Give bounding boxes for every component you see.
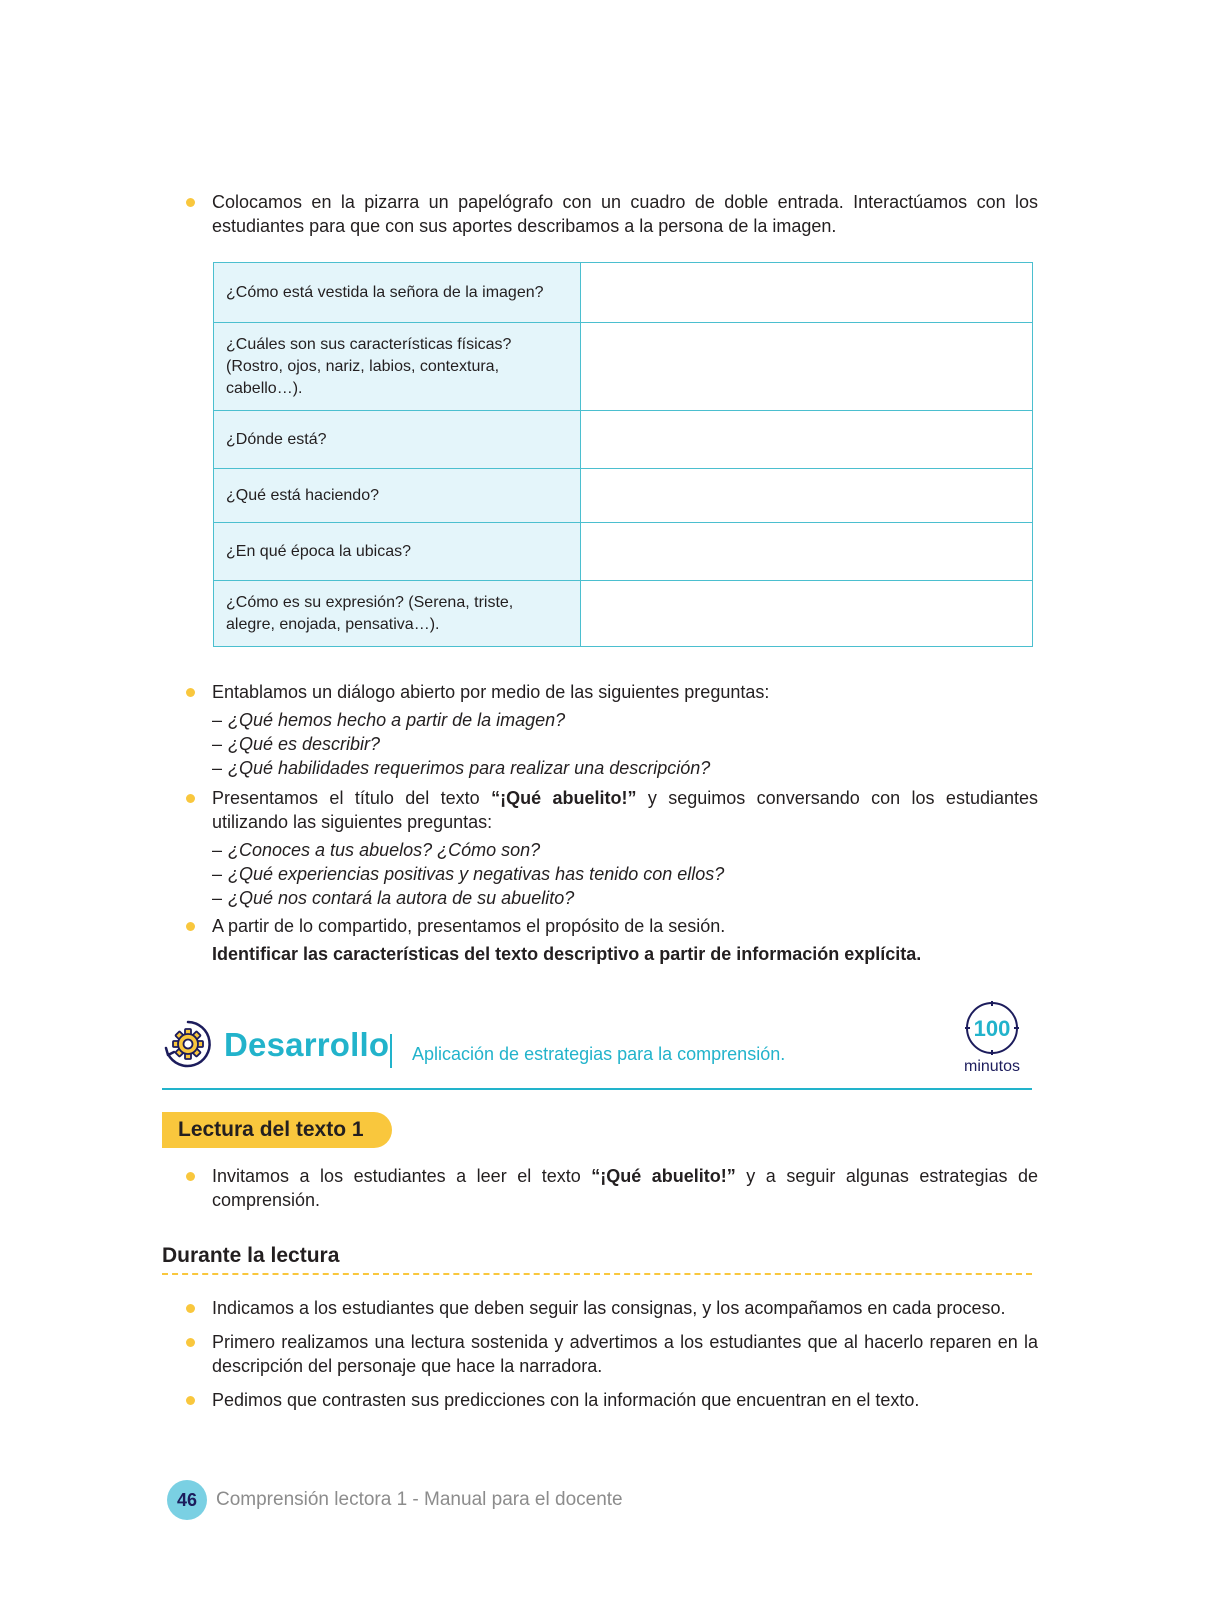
table-question: ¿Cuáles son sus características físicas? (Rostro, ojos, nariz, labios, contextura, cabello…). (214, 323, 581, 411)
table-answer[interactable] (581, 323, 1033, 411)
durante-rule (162, 1273, 1032, 1275)
intro-bullet: Colocamos en la pizarra un papelógrafo con un cuadro de doble entrada. Interactúamos con los estudiantes para que con sus aportes describamos a la persona de la imagen. (0, 190, 1208, 238)
lectura-bullet-before: Invitamos a los estudiantes a leer el texto (212, 1166, 592, 1186)
lectura-label (162, 1112, 392, 1148)
title-question: – ¿Conoces a tus abuelos? ¿Cómo son? (0, 838, 1208, 862)
dialog-question: – ¿Qué hemos hecho a partir de la imagen? (0, 708, 1208, 732)
table-question: ¿Dónde está? (214, 411, 581, 469)
table-question: ¿Qué está haciendo? (214, 469, 581, 523)
dialog-bullet-text: Entablamos un diálogo abierto por medio de las siguientes preguntas: (212, 682, 770, 702)
text-title: “¡Qué abuelito!” (491, 788, 637, 808)
lectura-bullet-after: y a seguir algunas estrategias de comprensión. (212, 1166, 1039, 1210)
gear-icon (162, 1018, 214, 1070)
footer-text: Comprensión lectora 1 - Manual para el docente (216, 1489, 623, 1510)
dialog-question: – ¿Qué es describir? (0, 732, 1208, 756)
lectura-list (0, 1164, 1208, 1212)
title-bullet-before: Presentamos el título del texto (212, 788, 492, 808)
title-bullet (0, 786, 1208, 910)
table-answer[interactable] (581, 523, 1033, 581)
title-bullet-after: y seguimos conversando con los estudiantes utilizando las siguientes preguntas: (212, 788, 1038, 832)
page-number: 46 (167, 1480, 207, 1520)
title-question: – ¿Qué experiencias positivas y negativas has tenido con ellos? (0, 862, 1208, 886)
section-subtitle: Aplicación de estrategias para la comprensión. (412, 1044, 786, 1064)
lectura-label-text: Lectura del texto 1 (178, 1118, 364, 1141)
table-answer[interactable] (581, 469, 1033, 523)
dialog-bullet (0, 680, 1208, 780)
table-question: ¿Cómo está vestida la señora de la imagen? (214, 263, 581, 323)
durante-title: Durante la lectura (162, 1244, 340, 1267)
durante-item: Pedimos que contrasten sus predicciones con la información que encuentran en el texto. (0, 1388, 1208, 1412)
table-answer[interactable] (581, 411, 1033, 469)
description-table (213, 262, 1033, 647)
durante-list (0, 1296, 1208, 1412)
dialog-question: – ¿Qué habilidades requerimos para realizar una descripción? (0, 756, 1208, 780)
intro-list (0, 190, 1208, 238)
purpose-bullet (0, 914, 1208, 966)
title-divider (390, 1034, 392, 1068)
table-row (214, 323, 1033, 411)
timer-value: 100 (973, 1016, 1011, 1041)
durante-item: Indicamos a los estudiantes que deben seguir las consignas, y los acompañamos en cada proceso. (0, 1296, 1208, 1320)
table-question: ¿Cómo es su expresión? (Serena, triste, alegre, enojada, pensativa…). (214, 581, 581, 647)
desarrollo-header (162, 1000, 1032, 1100)
session-purpose: Identificar las características del texto descriptivo a partir de información explícita. (212, 944, 922, 964)
table-row (214, 581, 1033, 647)
durante-item: Primero realizamos una lectura sostenida y advertimos a los estudiantes que al hacerlo reparen en la descripción del personaje que hace la narradora. (0, 1330, 1208, 1378)
table-answer[interactable] (581, 581, 1033, 647)
timer-unit: minutos (963, 1058, 1021, 1075)
lectura-title: “¡Qué abuelito!” (591, 1166, 736, 1186)
table-row (214, 263, 1033, 323)
table-answer[interactable] (581, 263, 1033, 323)
title-question: – ¿Qué nos contará la autora de su abuelito? (0, 886, 1208, 910)
table-row (214, 411, 1033, 469)
table-row (214, 469, 1033, 523)
table-row (214, 523, 1033, 581)
section-title: Desarrollo (224, 1026, 390, 1063)
lectura-bullet (0, 1164, 1208, 1212)
table-question: ¿En qué época la ubicas? (214, 523, 581, 581)
purpose-bullet-text: A partir de lo compartido, presentamos el propósito de la sesión. (212, 916, 726, 936)
header-rule (162, 1088, 1032, 1090)
dialog-list (0, 680, 1208, 966)
